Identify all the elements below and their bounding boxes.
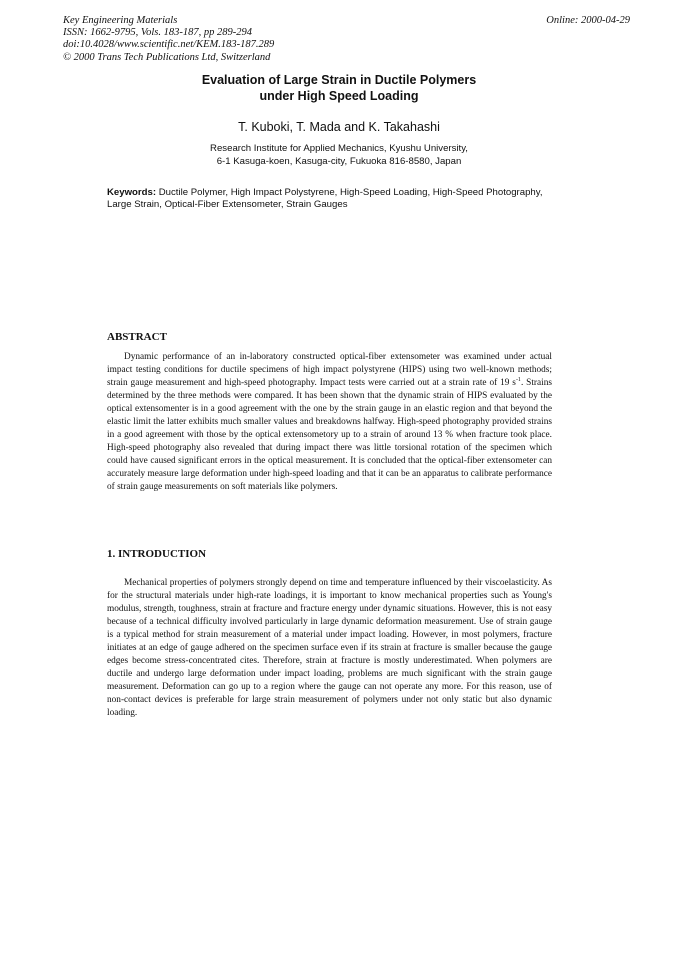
- abstract-text: [107, 351, 552, 494]
- title-line-1: Evaluation of Large Strain in Ductile Polymers: [201, 73, 477, 87]
- abstract-text-part1: Dynamic performance of an in-laboratory constructed optical-fiber extensometer was examined under actual impact testing conditions for ductile specimens of high impact polystyrene (HIPS) using two well-known methods; strain gauge measurement and high-speed photography. Impact tests were carried out at a strain rate of 19 s: [107, 352, 552, 388]
- title-line-2: under High Speed Loading: [259, 89, 419, 103]
- abstract-heading: ABSTRACT: [107, 331, 167, 343]
- introduction-text: Mechanical properties of polymers strongly depend on time and temperature influenced by their viscoelasticity. As for the structural materials under high-rate loadings, it is important to know mechanical properties such as Young's modulus, strength, toughness, strain at fracture and fracture energy under dynamic situations. However, this is not easy because of a technical difficulty involved particularly in large dynamic deformation measurement. Use of strain gauge is a typical method for strain measurement of a material under impact loading. However, in most polymers, fracture initiates at an edge of gauge adhered on the specimen surface even if its strain at fracture is smaller because the gauge edges become stress-concentrated cites. Therefore, strain at fracture is mostly underestimated. When polymers are ductile and undergo large deformation under impact loading, problems are much significant with the strain gauge measurement. Deformation can go up to a region where the gauge can not operate any more. For this reason, use of non-contact devices is preferable for large strain measurement of polymers under not only static but also dynamic loading.: [107, 578, 552, 718]
- doi-line[interactable]: doi:10.4028/www.scientific.net/KEM.183-187.289: [63, 39, 275, 51]
- journal-name: Key Engineering Materials: [63, 15, 178, 26]
- online-date: Online: 2000-04-29: [546, 15, 630, 26]
- copyright-line: © 2000 Trans Tech Publications Ltd, Switzerland: [63, 51, 271, 63]
- abstract-superscript: -1: [515, 376, 521, 383]
- keywords-label: Keywords:: [107, 187, 157, 198]
- introduction-heading: 1. INTRODUCTION: [107, 548, 207, 560]
- journal-header: [63, 15, 274, 64]
- authors: T. Kuboki, T. Mada and K. Takahashi: [238, 120, 440, 134]
- affiliation-line-1: Research Institute for Applied Mechanics, Kyushu University,: [210, 143, 468, 154]
- paper-title: [0, 72, 678, 104]
- affiliation: [0, 143, 678, 168]
- keywords-list: Ductile Polymer, High Impact Polystyrene, High-Speed Loading, High-Speed Photography, Large Strain, Optical-Fiber Extensometer, Strain Gauges: [107, 187, 543, 211]
- issn-line: ISSN: 1662-9795, Vols. 183-187, pp 289-294: [63, 27, 252, 39]
- abstract-text-part2: . Strains determined by the three methods were compared. It has been shown that the dynamic strain of HIPS evaluated by the optical extensomenter is in a good agreement with the one by the strain gauge in an elastic region and that beyond the elastic limit the latter exhibits much smaller values and breakdowns halfway. High-speed photography provided strains in a good agreement with those by the optical extensometory up to a strain of around 13 % when fracture took place. High-speed photography also revealed that during impact there was little torsional rotation of the specimen which could have caused significant errors in the optical measurement. It is concluded that the optical-fiber extensometer can accurately measure large deformation under high-speed loading and that it can be an apparatus to calibrate performance of strain gauge measurements on soft materials like polymers.: [107, 378, 552, 492]
- affiliation-line-2: 6-1 Kasuga-koen, Kasuga-city, Fukuoka 816-8580, Japan: [216, 155, 462, 167]
- keywords-block: [107, 187, 547, 212]
